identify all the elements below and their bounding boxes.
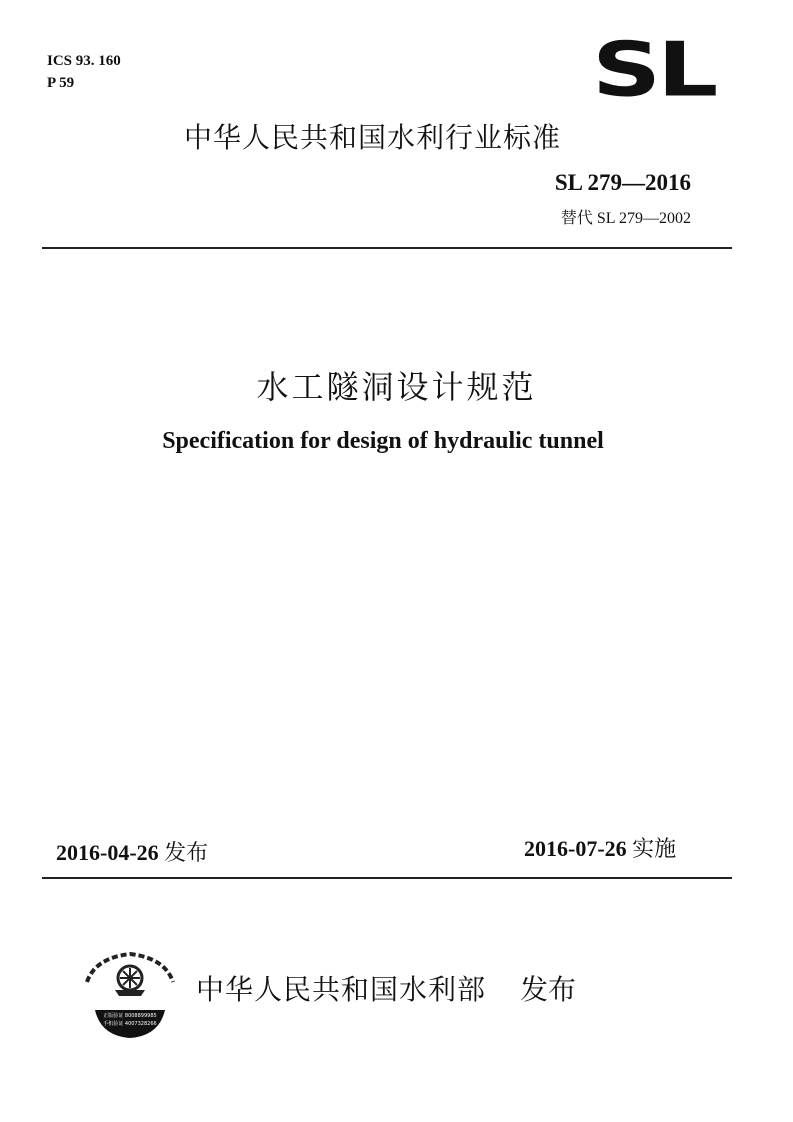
sl-logo: SL: [592, 26, 715, 114]
top-divider: [42, 247, 732, 249]
publisher-name: 中华人民共和国水利部: [196, 973, 487, 1006]
implementation-label: 实施: [632, 837, 677, 862]
standard-number: SL 279—2016: [554, 170, 691, 195]
issue-date-line: [56, 836, 208, 867]
issue-label: 发布: [164, 841, 209, 866]
implementation-date-line: [524, 832, 676, 863]
classification-block: [47, 50, 121, 94]
category-code: P 59: [47, 75, 75, 91]
seal-line-1: 正版验证 8008899985: [103, 1013, 157, 1019]
issue-date: 2016-04-26: [56, 840, 159, 865]
title-english: Specification for design of hydraulic tunnel: [162, 428, 604, 454]
replaces-standard: 替代 SL 279—2002: [560, 210, 691, 227]
seal-line-2: 手机验证 4007328266: [103, 1021, 157, 1027]
ics-code: ICS 93. 160: [47, 53, 121, 69]
publisher-seal: [75, 940, 185, 1040]
implementation-date: 2016-07-26: [524, 836, 627, 861]
bottom-divider: [42, 877, 732, 879]
title-chinese: 水工隧洞设计规范: [256, 368, 537, 406]
industry-standard-title: 中华人民共和国水利行业标准: [184, 121, 562, 154]
publish-label: 发布: [520, 973, 577, 1006]
